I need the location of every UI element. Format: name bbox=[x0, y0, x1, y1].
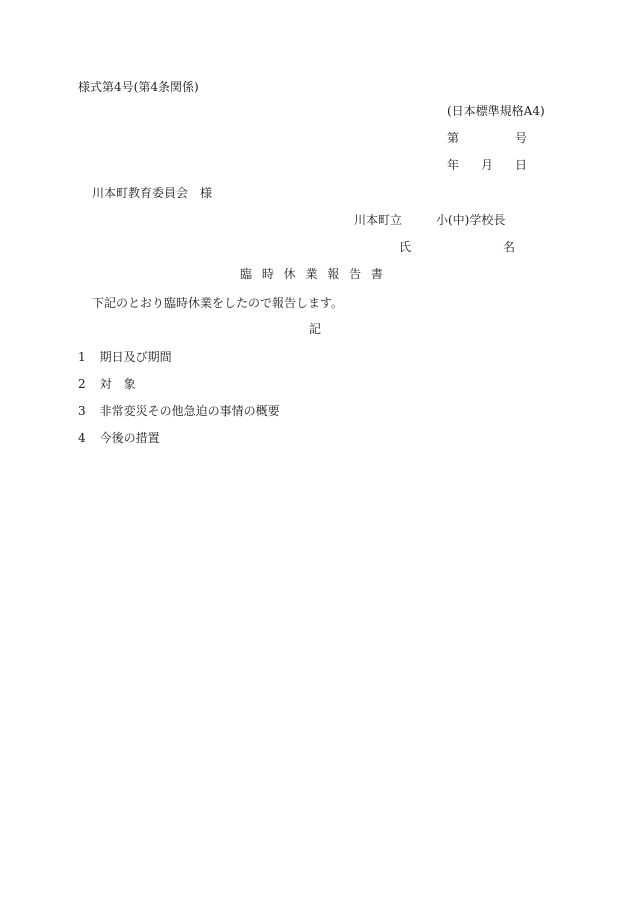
list-item bbox=[78, 350, 172, 364]
paper-standard: (日本標準規格A4) bbox=[447, 104, 545, 118]
item-text: 期日及び期間 bbox=[99, 350, 172, 364]
list-item bbox=[78, 431, 160, 445]
name-left: 氏 bbox=[399, 240, 412, 254]
sender-school-type: 小(中)学校長 bbox=[436, 213, 506, 227]
intro-text: 下記のとおり臨時休業をしたので報告します。 bbox=[92, 296, 344, 310]
number-prefix: 第 bbox=[447, 131, 460, 145]
item-text: 今後の措置 bbox=[99, 431, 160, 445]
date-month: 月 bbox=[480, 158, 493, 172]
list-item bbox=[78, 404, 280, 418]
date-line bbox=[447, 158, 527, 172]
form-number: 様式第4号(第4条関係) bbox=[78, 80, 199, 94]
list-item bbox=[78, 377, 136, 391]
name-line bbox=[399, 240, 515, 254]
document-number-line bbox=[447, 131, 527, 145]
item-number: 4 bbox=[78, 431, 86, 445]
item-number: 2 bbox=[78, 377, 86, 391]
document-title: 臨 時 休 業 報 告 書 bbox=[240, 267, 383, 281]
note-label: 記 bbox=[309, 322, 322, 336]
item-number: 3 bbox=[78, 404, 86, 418]
name-right: 名 bbox=[502, 240, 515, 254]
number-suffix: 号 bbox=[514, 131, 527, 145]
date-year: 年 bbox=[447, 158, 460, 172]
item-text: 非常変災その他急迫の事情の概要 bbox=[99, 404, 280, 418]
item-number: 1 bbox=[78, 350, 86, 364]
addressee: 川本町教育委員会 様 bbox=[92, 186, 213, 200]
date-day: 日 bbox=[514, 158, 527, 172]
sender-town-school: 川本町立 bbox=[354, 213, 403, 227]
item-text: 対 象 bbox=[99, 377, 136, 391]
